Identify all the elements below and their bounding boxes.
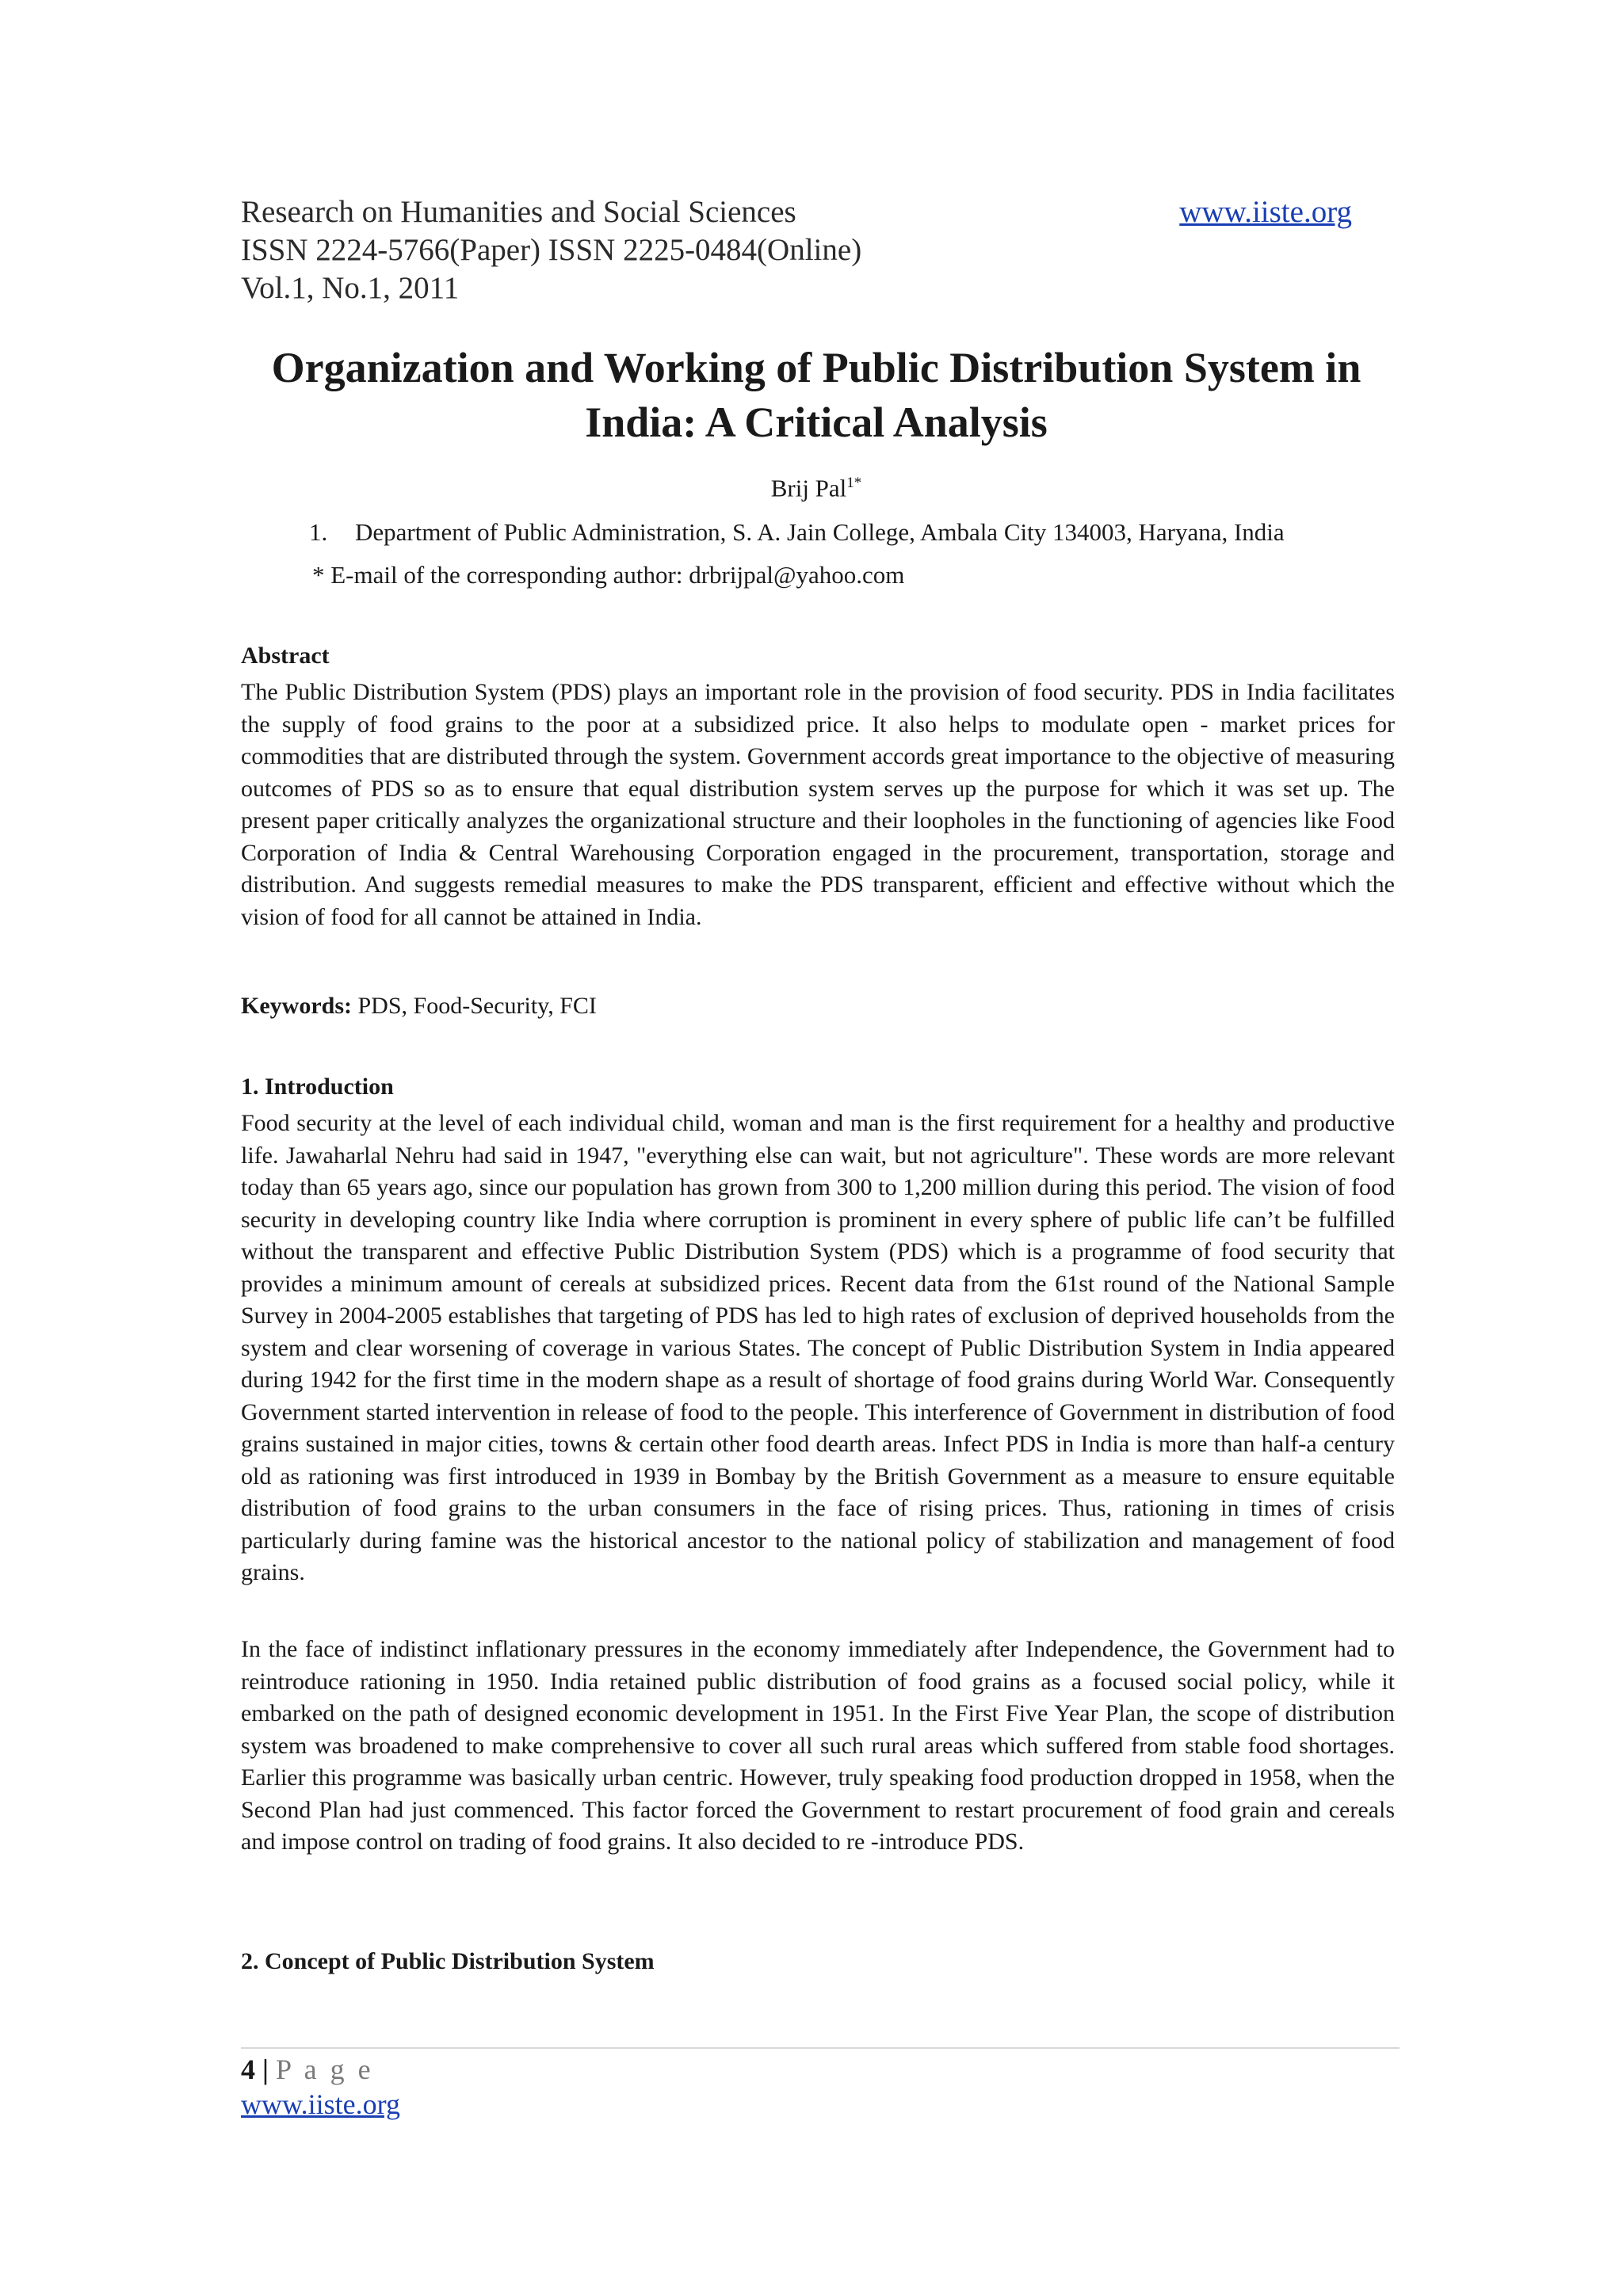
footer-page-number	[241, 2052, 374, 2087]
article-title-line-2: India: A Critical Analysis	[585, 399, 1048, 446]
keywords-values: PDS, Food-Security, FCI	[357, 993, 597, 1019]
introduction-paragraph-1: Food security at the level of each individual child, woman and man is the first requirement for a healthy and productive life. Jawaharlal Nehru had said in 1947, "everything else can wait, but not agriculture". These words are more relevant today than 65 years ago, since our population has grown from 300 to 1,200 million during this period. The vision of food security in developing country like India where corruption is prominent in every sphere of public life can’t be fulfilled without the transparent and effective Public Distribution System (PDS) which is a programme of food security that provides a minimum amount of cereals at subsidized prices. Recent data from the 61st round of the National Sample Survey in 2004-2005 establishes that targeting of PDS has led to high rates of exclusion of deprived households from the system and clear worsening of coverage in various States. The concept of Public Distribution System in India appeared during 1942 for the first time in the modern shape as a result of shortage of food grains during World War. Consequently Government started intervention in release of food to the people. This interference of Government in distribution of food grains sustained in major cities, towns & certain other food dearth areas. Infect PDS in India is more than half-a century old as rationing was first introduced in 1939 in Bombay by the British Government as a measure to ensure equitable distribution of food grains to the urban consumers in the face of rising prices. Thus, rationing in times of crisis particularly during famine was the historical ancestor to the national policy of stabilization and management of food grains.	[241, 1110, 1395, 1585]
article-title-line-1: Organization and Working of Public Distribution System in	[271, 344, 1361, 391]
affiliation	[309, 517, 1419, 548]
abstract-text: The Public Distribution System (PDS) plays an important role in the provision of food security. PDS in India facilitates the supply of food grains to the poor at a subsidized price. It also helps to modulate open - market prices for commodities that are distributed through the system. Government accords great importance to the objective of measuring outcomes of PDS so as to ensure that equal distribution system serves up the purpose for which it was set up. The present paper critically analyzes the organizational structure and their loopholes in the functioning of agencies like Food Corporation of India & Central Warehousing Corporation engaged in the procurement, transportation, storage and distribution. And suggests remedial measures to make the PDS transparent, efficient and effective without which the vision of food for all cannot be attained in India.	[241, 679, 1395, 930]
journal-header	[241, 193, 1352, 307]
introduction-heading: 1. Introduction	[241, 1074, 394, 1100]
introduction-paragraph-2: In the face of indistinct inflationary pressures in the economy immediately after Independence, the Government had to reintroduce rationing in 1950. India retained public distribution of food grains as a focused social policy, while it embarked on the path of designed economic development in 1951. In the First Five Year Plan, the scope of distribution system was broadened to make comprehensive to cover all such rural areas which suffered from stable food shortages. Earlier this programme was basically urban centric. However, truly speaking food production dropped in 1958, when the Second Plan had just commenced. This factor forced the Government to restart procurement of food grain and cereals and impose control on trading of food grains. It also decided to re -introduce PDS.	[241, 1636, 1395, 1855]
section-2-heading: 2. Concept of Public Distribution System	[241, 1948, 655, 1974]
affiliation-number: 1.	[309, 518, 328, 546]
author	[241, 467, 1392, 504]
page-word: P a g e	[275, 2054, 374, 2085]
journal-volume: Vol.1, No.1, 2011	[241, 271, 460, 305]
corresponding-email: * E-mail of the corresponding author: drbrijpal@yahoo.com	[312, 561, 905, 589]
keywords-label: Keywords:	[241, 993, 352, 1019]
page-separator: |	[262, 2054, 269, 2085]
keywords-line	[241, 990, 597, 1022]
page-number: 4	[241, 2054, 255, 2085]
footer-divider	[241, 2047, 1400, 2049]
journal-name: Research on Humanities and Social Sciences	[241, 195, 796, 229]
journal-url-link[interactable]: www.iiste.org	[1179, 195, 1352, 229]
article-title	[241, 341, 1392, 450]
author-superscript: 1*	[846, 475, 862, 491]
abstract-heading: Abstract	[241, 643, 330, 669]
author-name: Brij Pal	[770, 474, 847, 502]
footer-url-link[interactable]: www.iiste.org	[241, 2088, 400, 2120]
affiliation-text: Department of Public Administration, S. A. Jain College, Ambala City 134003, Haryana, India	[355, 518, 1285, 546]
journal-issn: ISSN 2224-5766(Paper) ISSN 2225-0484(Online)	[241, 233, 862, 267]
